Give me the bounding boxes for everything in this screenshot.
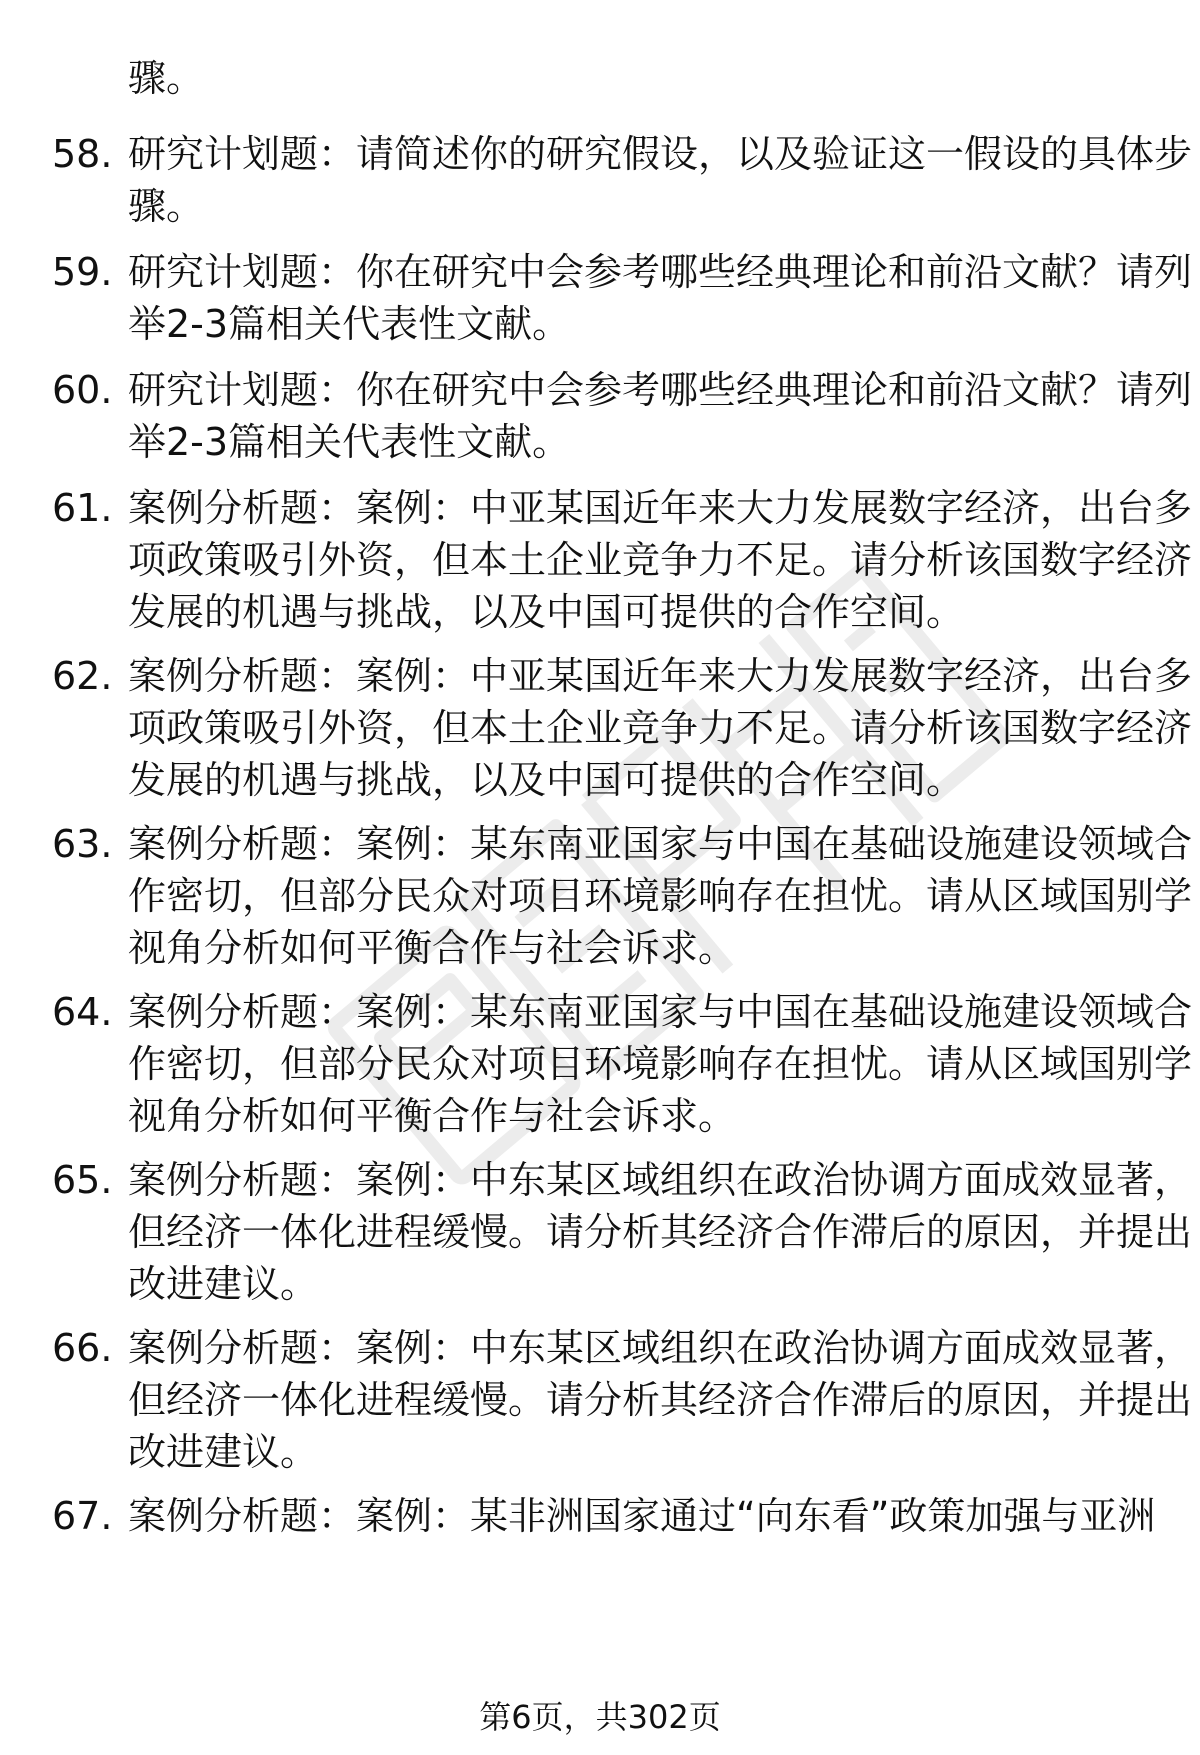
carryover-line: 骤。 <box>128 56 205 100</box>
item-line: 案例分析题：案例：中亚某国近年来大力发展数字经济，出台多 <box>128 486 1193 530</box>
item-line: 但经济一体化进程缓慢。请分析其经济合作滞后的原因，并提出 <box>128 1210 1193 1254</box>
item-number: 61. <box>52 486 113 530</box>
item-number: 62. <box>52 654 113 698</box>
item-text <box>128 482 1193 638</box>
item-text <box>128 650 1193 806</box>
item-line: 研究计划题：你在研究中会参考哪些经典理论和前沿文献？请列 <box>128 368 1193 412</box>
item-line: 举2-3篇相关代表性文献。 <box>128 420 571 464</box>
item-line: 研究计划题：你在研究中会参考哪些经典理论和前沿文献？请列 <box>128 250 1193 294</box>
item-line: 发展的机遇与挑战，以及中国可提供的合作空间。 <box>128 590 965 634</box>
item-line: 改进建议。 <box>128 1262 319 1306</box>
item-number: 64. <box>52 990 113 1034</box>
item-line: 举2-3篇相关代表性文献。 <box>128 302 571 346</box>
item-line: 发展的机遇与挑战，以及中国可提供的合作空间。 <box>128 758 965 802</box>
item-number: 66. <box>52 1326 113 1370</box>
item-line: 骤。 <box>128 184 205 228</box>
item-text <box>128 1322 1193 1478</box>
item-text <box>128 128 1193 232</box>
item-text <box>128 364 1193 468</box>
item-number: 60. <box>52 368 113 412</box>
item-line: 视角分析如何平衡合作与社会诉求。 <box>128 926 737 970</box>
item-line: 案例分析题：案例：某东南亚国家与中国在基础设施建设领域合 <box>128 990 1193 1034</box>
item-number: 59. <box>52 250 113 294</box>
item-line: 案例分析题：案例：某东南亚国家与中国在基础设施建设领域合 <box>128 822 1193 866</box>
item-line: 作密切，但部分民众对项目环境影响存在担忧。请从区域国别学 <box>128 874 1193 918</box>
item-number: 63. <box>52 822 113 866</box>
item-line: 视角分析如何平衡合作与社会诉求。 <box>128 1094 737 1138</box>
item-text <box>128 246 1193 350</box>
item-number: 58. <box>52 132 113 176</box>
item-text <box>128 986 1193 1142</box>
item-text <box>128 1490 1156 1542</box>
item-number: 65. <box>52 1158 113 1202</box>
item-text <box>128 1154 1193 1310</box>
item-line: 作密切，但部分民众对项目环境影响存在担忧。请从区域国别学 <box>128 1042 1193 1086</box>
page-footer: 第6页，共302页 <box>479 1698 721 1736</box>
item-text <box>128 818 1193 974</box>
item-line: 项政策吸引外资，但本土企业竞争力不足。请分析该国数字经济 <box>128 706 1193 750</box>
item-line: 案例分析题：案例：中东某区域组织在政治协调方面成效显著， <box>128 1158 1193 1202</box>
item-line: 案例分析题：案例：中亚某国近年来大力发展数字经济，出台多 <box>128 654 1193 698</box>
item-line: 案例分析题：案例：中东某区域组织在政治协调方面成效显著， <box>128 1326 1193 1370</box>
item-line: 研究计划题：请简述你的研究假设，以及验证这一假设的具体步 <box>128 132 1193 176</box>
item-line: 案例分析题：案例：某非洲国家通过“向东看”政策加强与亚洲 <box>128 1494 1156 1538</box>
item-number: 67. <box>52 1494 113 1538</box>
item-line: 改进建议。 <box>128 1430 319 1474</box>
item-line: 项政策吸引外资，但本土企业竞争力不足。请分析该国数字经济 <box>128 538 1193 582</box>
item-line: 但经济一体化进程缓慢。请分析其经济合作滞后的原因，并提出 <box>128 1378 1193 1422</box>
